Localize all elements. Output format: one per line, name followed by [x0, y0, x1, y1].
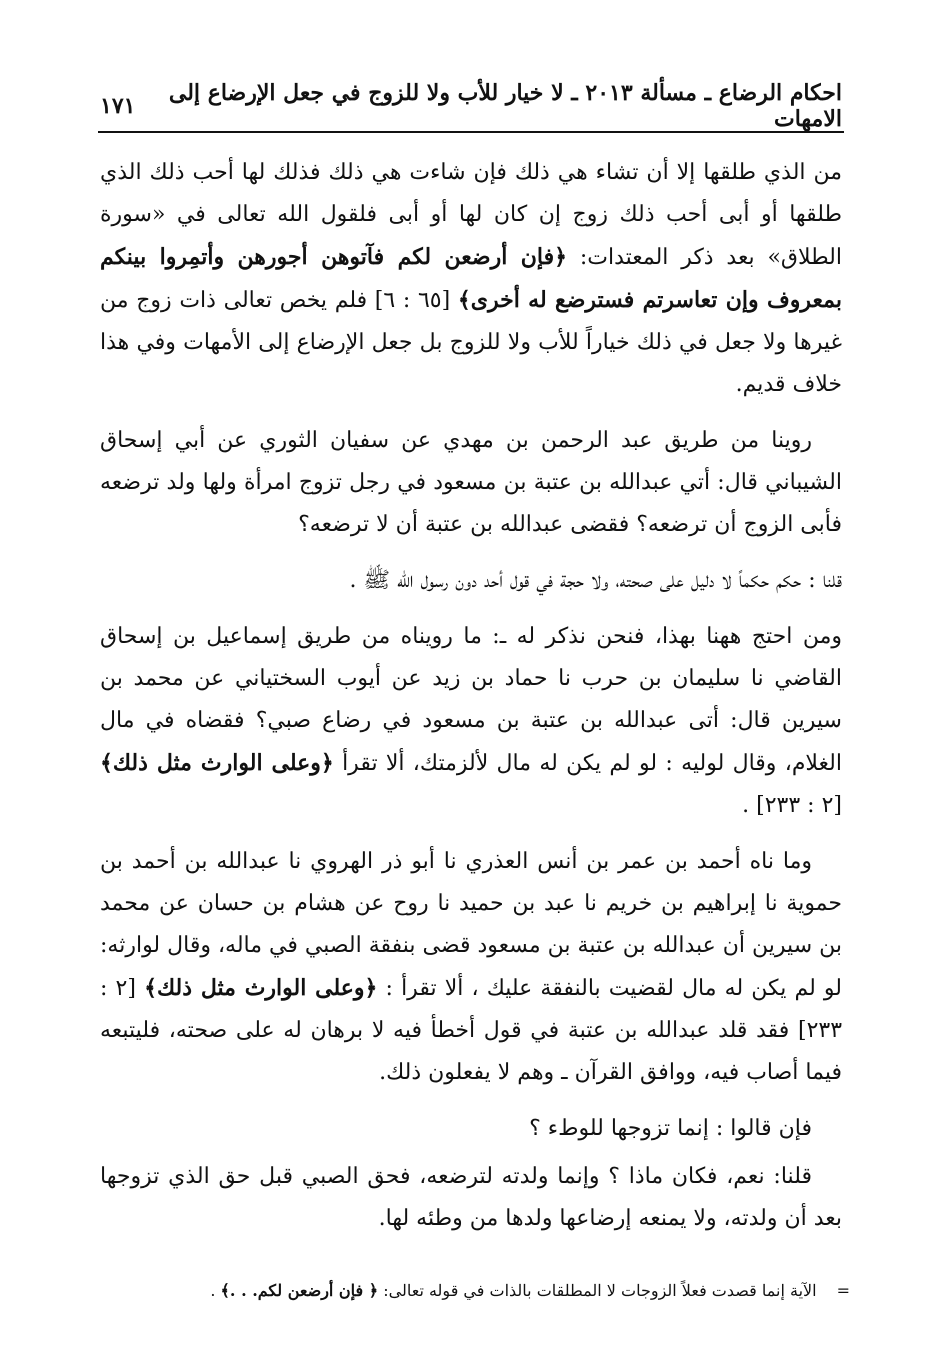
paragraph-5-text: وما ناه أحمد بن عمر بن أنس العذري نا أبو ذر الهروي نا عبدالله بن أحمد بن حموية نا إبراهيم بن خريم نا عبد بن حميد نا روح عن هشام بن حسان عن محمد بن سيرين أن عبدالله بن عتبة بن مسعود قضى بنفقة الصبي في ماله، وقال لوارثه: لو لم يكن له مال لقضيت بالنفقة عليك ، ألا تقرأ : [100, 849, 842, 1001]
quran-verse: ﴿وعلى الوارث مثل ذلك﴾ [100, 750, 334, 776]
page-number: ١٧١ [100, 93, 136, 119]
body-text [100, 152, 842, 1254]
paragraph-4 [100, 616, 842, 827]
quran-verse: ﴿وعلى الوارث مثل ذلك﴾ [144, 975, 378, 1001]
paragraph-4-text: ومن احتج ههنا بهذا، فنحن نذكر له ـ: ما رويناه من طريق إسماعيل بن إسحاق القاضي نا سليمان بن حرب نا حماد بن زيد عن أيوب السختياني عن محمد بن سيرين قال: أتى عبدالله بن عتبة بن مسعود في رضاع صبي؟ فقضاه في مال الغلام، وقال لوليه : لو لم يكن له مال لألزمتك، ألا تقرأ [100, 624, 842, 776]
paragraph-5-text-end: [٢ : ٢٣٣] فقد قلد عبدالله بن عتبة في قول أخطأ فيه لا برهان له على صحته، فليتبعه فيما أصاب فيه، ووافق القرآن ـ وهم لا يفعلون ذلك. [100, 976, 843, 1085]
footnote-quran: ﴿ فإن أرضعن لكم. . .﴾ [220, 1281, 379, 1300]
paragraph-5 [100, 841, 842, 1094]
footnote-text: الآية إنما قصدت فعلاً الزوجات لا المطلقات بالذات في قوله تعالى: [378, 1281, 817, 1300]
paragraph-2: روينا من طريق عبد الرحمن بن مهدي عن سفيان الثوري عن أبي إسحاق الشيباني قال: أتي عبدالله بن عتبة بن مسعود في رجل تزوج امرأة ولها ولد ترضعه فأبى الزوج أن ترضعه؟ فقضى عبدالله بن عتبة أن لا ترضعه؟ [100, 428, 842, 537]
footnote-marker: = [836, 1281, 850, 1300]
paragraph-7: قلنا: نعم، فكان ماذا ؟ وإنما ولدته لترضعه، فحق الصبي قبل حق الذي تزوجها بعد أن ولدته، ولا يمنعه إرضاعها ولدها من وطئه لها. [100, 1164, 842, 1231]
paragraph-1 [100, 152, 842, 406]
paragraph-1-text-end: [٦٥ : ٦] فلم يخص تعالى ذات زوج من غيرها ولا جعل في ذلك خياراً للأب ولا للزوج بل جعل الإرضاع إلى الأمهات وفي هذا خلاف قديم. [100, 288, 842, 397]
header-rule [98, 131, 844, 133]
paragraph-1-text: من الذي طلقها إلا أن تشاء هي ذلك فإن شاءت هي ذلك فذلك لها أحب ذلك الذي طلقها أو أبى أحب ذلك زوج إن كان لها أو أبى فلقول الله تعالى في «سورة الطلاق» بعد ذكر المعتدات: [100, 160, 842, 270]
paragraph-3: قلنا : حكم حكماً لا دليل على صحته، ولا حجة في قول أحد دون رسول الله ﷺ . [349, 568, 842, 593]
quran-verse: ﴿فإن أرضعن لكم فآتوهن أجورهن وأتمِروا بينكم بمعروف وإن تعاسرتم فسترضع له أخرى﴾ [100, 244, 843, 313]
header-title: احكام الرضاع ـ مسألة ٢٠١٣ ـ لا خيار للأب ولا للزوج في جعل الإرضاع إلى الامهات [168, 80, 842, 132]
paragraph-6: فإن قالوا : إنما تزوجها للوطء ؟ [529, 1116, 812, 1141]
paragraph-4-text-end: [٢ : ٢٣٣] . [742, 793, 842, 818]
footnote [150, 1278, 850, 1304]
running-header [100, 80, 842, 132]
footnote-end: . [210, 1281, 221, 1300]
